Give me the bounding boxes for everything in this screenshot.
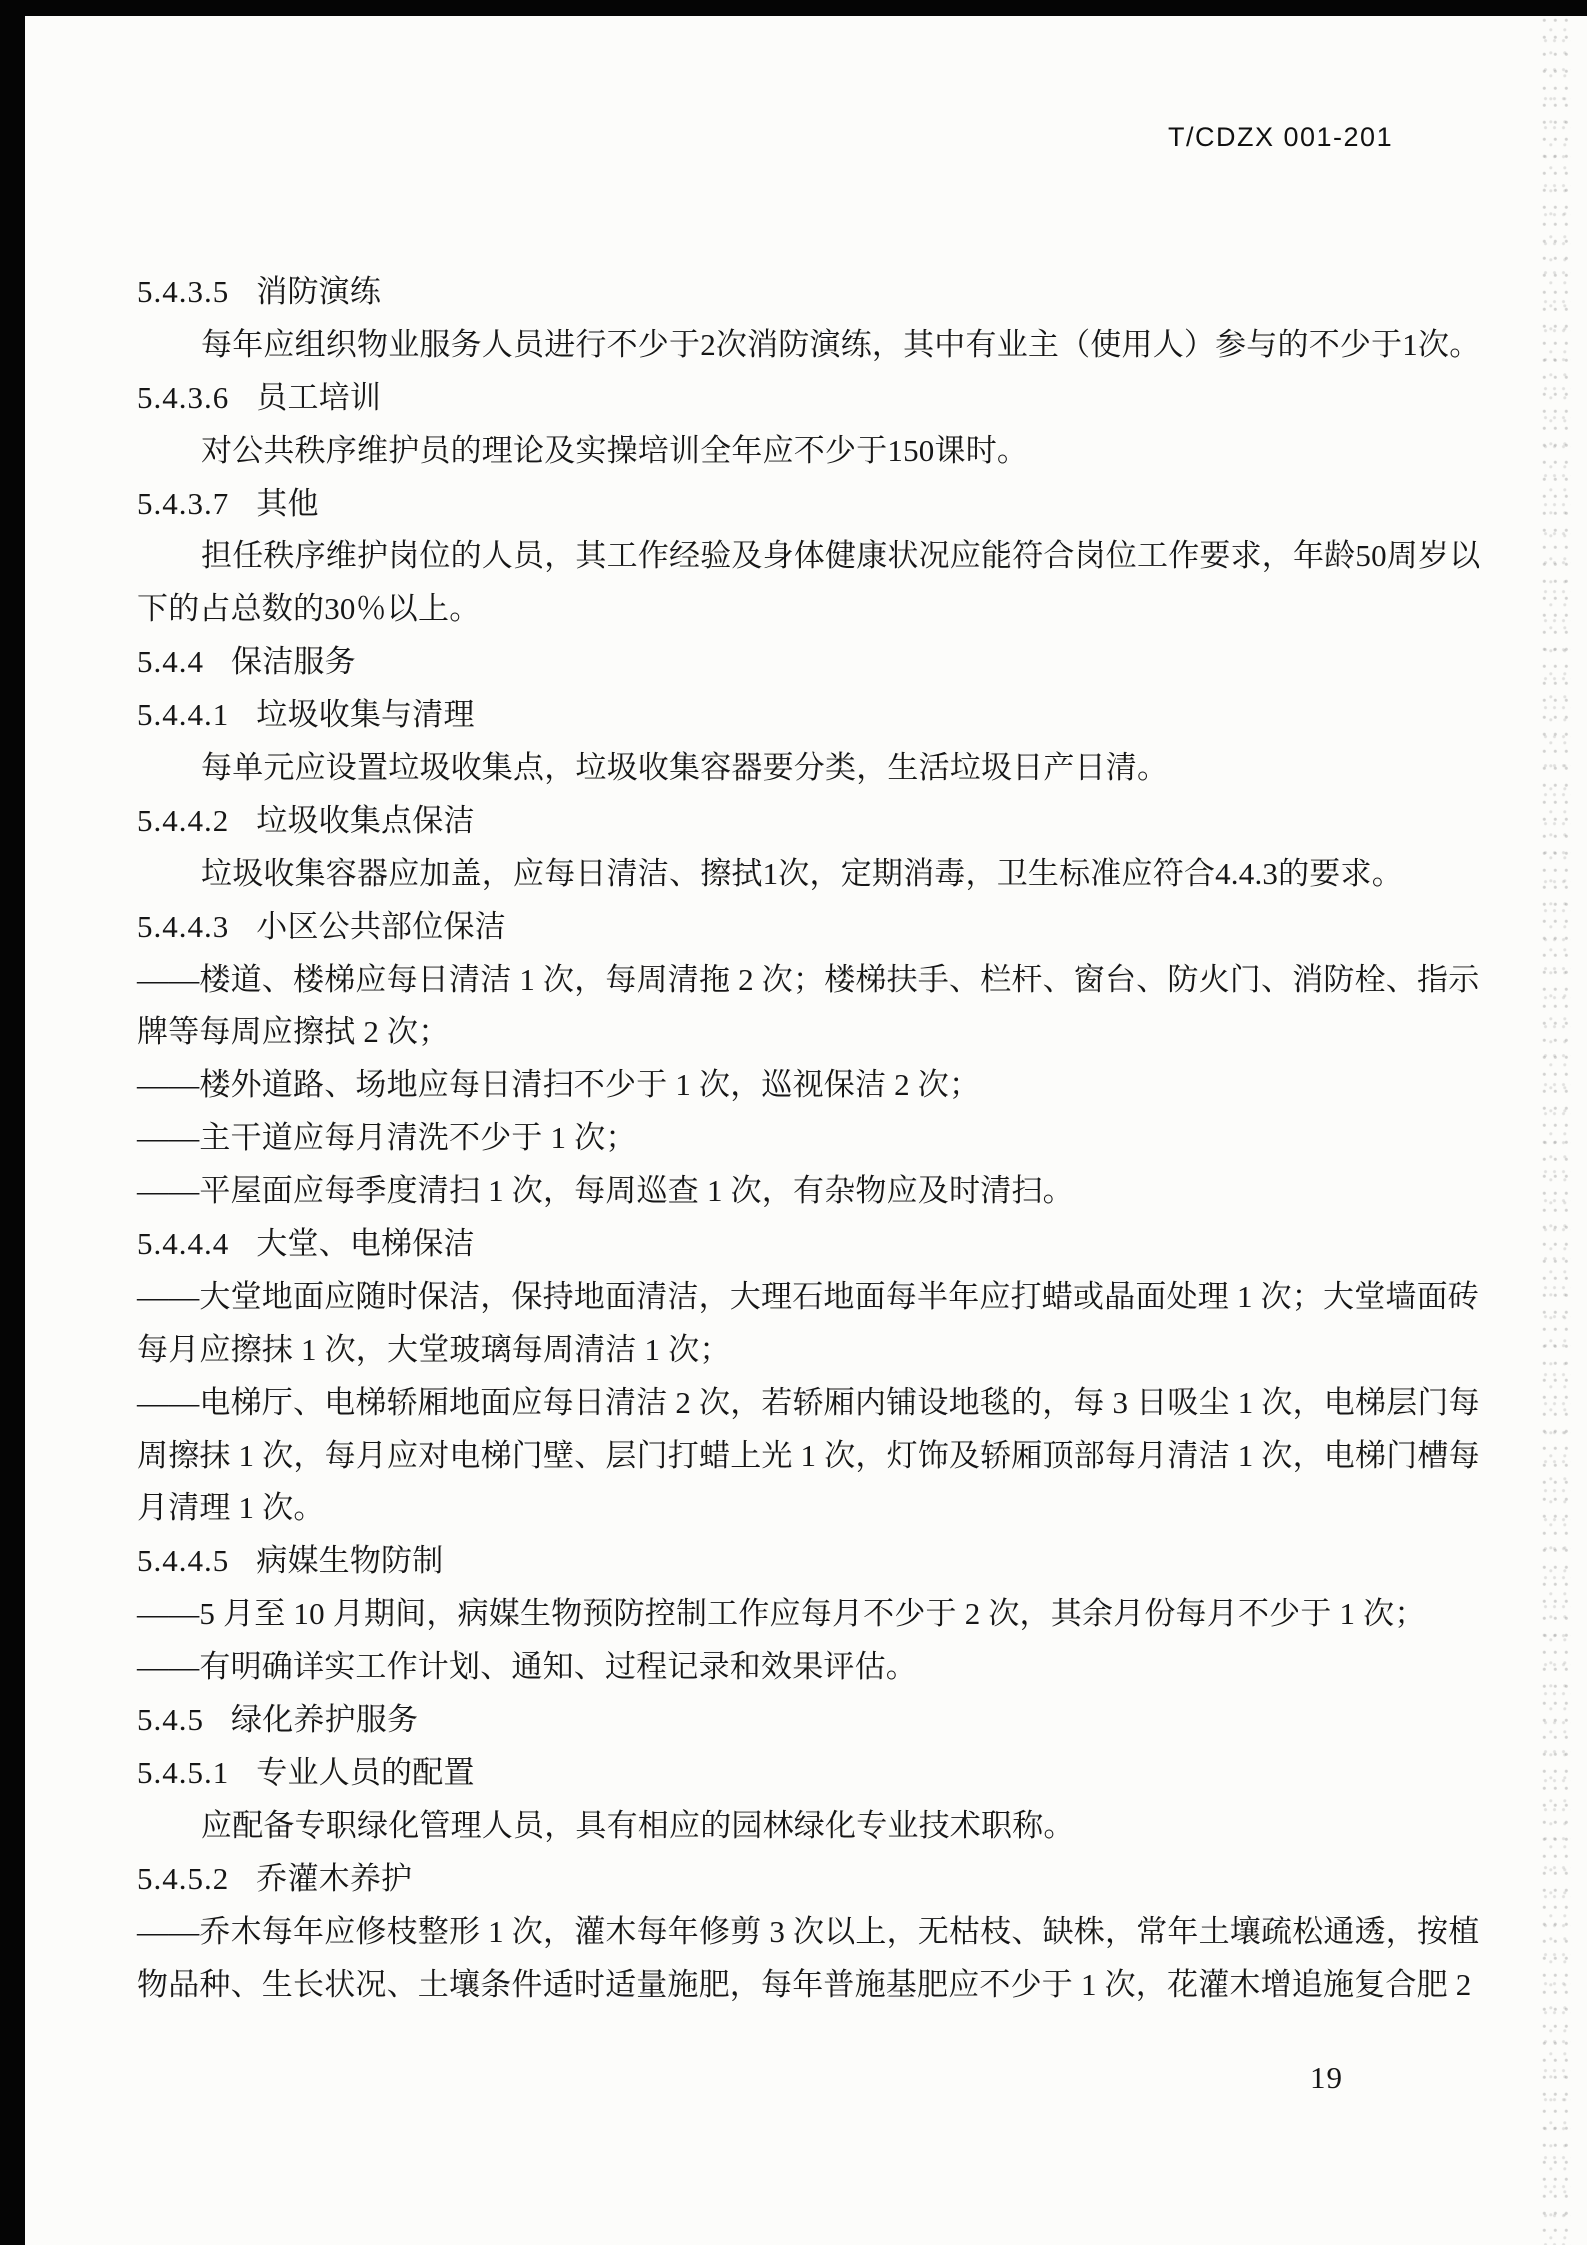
section-heading <box>137 1694 1467 1747</box>
paragraph-line: 每单元应设置垃圾收集点，垃圾收集容器要分类，生活垃圾日产日清。 <box>201 750 1169 786</box>
section-title: 垃圾收集与清理 <box>256 697 475 733</box>
paragraph-line: 牌等每周应擦拭 2 次； <box>137 1014 450 1050</box>
section-number: 5.4.4.1 <box>137 697 230 733</box>
document-lines <box>137 266 1481 2011</box>
section-title: 其他 <box>256 485 319 521</box>
section-heading <box>137 1218 1467 1271</box>
paragraph-line: 担任秩序维护岗位的人员，其工作经验及身体健康状况应能符合岗位工作要求，年龄50周岁以 <box>201 538 1481 574</box>
section-number: 5.4.3.6 <box>137 379 230 415</box>
scan-noise-strip <box>1541 16 1571 2245</box>
section-number: 5.4.5 <box>137 1702 204 1738</box>
paragraph-line: 对公共秩序维护员的理论及实操培训全年应不少于150课时。 <box>201 432 1029 468</box>
paragraph-line: 每月应擦抹 1 次，大堂玻璃每周清洁 1 次； <box>137 1331 731 1367</box>
paragraph-line: ——5 月至 10 月期间，病媒生物预防控制工作应每月不少于 2 次，其余月份每月不少于 1 次； <box>137 1596 1426 1632</box>
paragraph-line: ——平屋面应每季度清扫 1 次，每周巡查 1 次，有杂物应及时清扫。 <box>137 1173 1074 1209</box>
paragraph-line: ——乔木每年应修枝整形 1 次，灌木每年修剪 3 次以上，无枯枝、缺株，常年土壤疏松通透，按植 <box>137 1913 1480 1949</box>
paragraph-line: 应配备专职绿化管理人员，具有相应的园林绿化专业技术职称。 <box>201 1807 1075 1843</box>
section-heading <box>137 689 1467 742</box>
section-title: 消防演练 <box>256 274 382 309</box>
paragraph-line: 物品种、生长状况、土壤条件适时适量施肥，每年普施基肥应不少于 1 次，花灌木增追施复合肥 2 <box>137 1966 1472 2002</box>
section-heading <box>137 1747 1467 1800</box>
section-number: 5.4.4.5 <box>137 1543 230 1579</box>
section-heading <box>137 1853 1467 1906</box>
paragraph-line: 每年应组织物业服务人员进行不少于2次消防演练，其中有业主（使用人）参与的不少于1次。 <box>201 326 1481 362</box>
paragraph-line: 下的占总数的30％以上。 <box>137 591 481 627</box>
standard-code-header: T/CDZX 001-201 <box>1168 122 1394 152</box>
section-title: 病媒生物防制 <box>256 1543 444 1579</box>
paragraph-line: ——主干道应每月清洗不少于 1 次； <box>137 1120 637 1156</box>
scan-border-top <box>0 0 1587 16</box>
page-number: 19 <box>1310 2060 1343 2095</box>
section-title: 员工培训 <box>256 379 382 415</box>
paragraph-line: 周擦抹 1 次，每月应对电梯门壁、层门打蜡上光 1 次，灯饰及轿厢顶部每月清洁 1 次，电梯门槽每 <box>137 1437 1480 1473</box>
section-number: 5.4.3.7 <box>137 485 230 521</box>
section-number: 5.4.4.2 <box>137 802 230 838</box>
section-number: 5.4.3.5 <box>137 274 230 309</box>
section-heading <box>137 795 1467 848</box>
paragraph-line: ——楼道、楼梯应每日清洁 1 次，每周清拖 2 次；楼梯扶手、栏杆、窗台、防火门、消防栓、指示 <box>137 961 1480 997</box>
paragraph-line: ——大堂地面应随时保洁，保持地面清洁，大理石地面每半年应打蜡或晶面处理 1 次；大堂墙面砖 <box>137 1278 1479 1314</box>
paragraph-line: ——电梯厅、电梯轿厢地面应每日清洁 2 次，若轿厢内铺设地毯的，每 3 日吸尘 1 次，电梯层门每 <box>137 1384 1480 1420</box>
section-heading <box>137 1535 1467 1588</box>
paragraph-line: ——楼外道路、场地应每日清扫不少于 1 次，巡视保洁 2 次； <box>137 1067 981 1103</box>
section-heading <box>137 636 1467 689</box>
section-number: 5.4.5.2 <box>137 1860 230 1896</box>
section-heading <box>137 478 1467 531</box>
section-number: 5.4.4 <box>137 644 204 680</box>
section-number: 5.4.5.1 <box>137 1754 230 1790</box>
section-heading <box>137 266 1467 319</box>
section-number: 5.4.4.4 <box>137 1226 230 1262</box>
section-title: 小区公共部位保洁 <box>256 908 506 944</box>
section-number: 5.4.4.3 <box>137 908 230 944</box>
section-title: 垃圾收集点保洁 <box>256 802 475 838</box>
paragraph-line: ——有明确详实工作计划、通知、过程记录和效果评估。 <box>137 1649 917 1685</box>
paragraph-line: 月清理 1 次。 <box>137 1490 325 1526</box>
section-title: 乔灌木养护 <box>256 1860 413 1896</box>
section-heading <box>137 372 1467 425</box>
section-title: 专业人员的配置 <box>256 1754 475 1790</box>
section-title: 保洁服务 <box>231 644 356 680</box>
section-heading <box>137 901 1467 954</box>
section-title: 绿化养护服务 <box>231 1702 419 1738</box>
paragraph-line: 垃圾收集容器应加盖，应每日清洁、擦拭1次，定期消毒，卫生标准应符合4.4.3的要求。 <box>201 855 1403 891</box>
scan-border-left <box>0 0 25 2245</box>
section-title: 大堂、电梯保洁 <box>256 1226 475 1262</box>
